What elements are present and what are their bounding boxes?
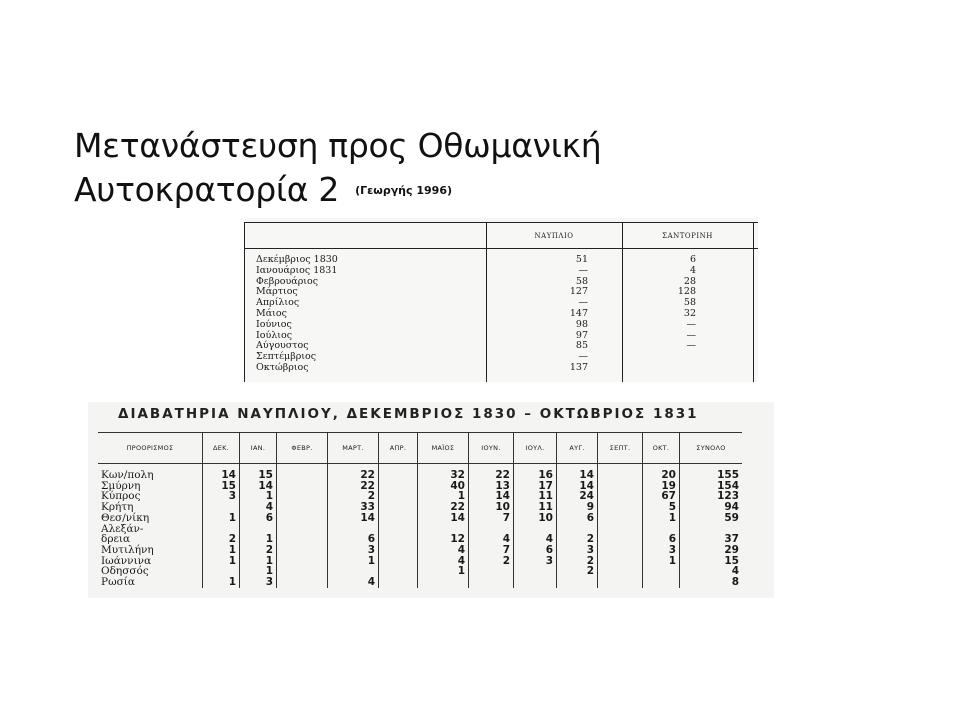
count-cell: 1 — [240, 491, 277, 502]
destination-cell: Ιωάννινα — [98, 556, 203, 567]
count-cell: 94 — [724, 501, 739, 514]
destination-cell: Ρωσία — [98, 577, 203, 588]
table-row — [98, 566, 742, 577]
count-cell — [277, 556, 328, 567]
count-cell: 9 — [557, 502, 598, 513]
slide-title — [74, 124, 874, 213]
table-1-month-cell: Ιούλιος — [256, 329, 293, 341]
table-1-month-cell: Σεπτέμβριος — [256, 351, 317, 363]
count-cell: 67 — [643, 491, 680, 502]
table-1-santorini-cell: 6 — [689, 254, 696, 265]
table-1-row — [244, 341, 758, 352]
count-cell: 4 — [418, 556, 469, 567]
count-cell: 14 — [240, 481, 277, 492]
count-cell: 14 — [469, 491, 514, 502]
table-1-month-cell: Φεβρουάριος — [256, 275, 319, 287]
count-cell: 1 — [203, 556, 240, 567]
count-cell — [277, 534, 328, 545]
count-cell — [277, 524, 328, 535]
count-cell: 3 — [328, 545, 379, 556]
count-cell — [598, 577, 643, 588]
count-cell: 155 — [717, 469, 739, 481]
table-1-month-cell: Απρίλιος — [256, 297, 300, 309]
count-cell: 40 — [418, 481, 469, 492]
count-cell — [379, 534, 418, 545]
table-row — [98, 556, 742, 567]
table-1-nafplio-cell: — — [578, 297, 588, 309]
table-1-month-cell: Ιούνιος — [256, 318, 292, 330]
count-cell — [598, 524, 643, 535]
table-1-month-cell: Οκτώβριος — [256, 361, 309, 373]
count-cell: 14 — [203, 464, 240, 481]
table-1-month-cell: Αύγουστος — [256, 340, 309, 352]
table-1-body — [244, 255, 758, 374]
destination-cell: Κρήτη — [98, 502, 203, 513]
count-cell — [598, 545, 643, 556]
title-line-1: Μετανάστευση προς Οθωμανική — [74, 126, 602, 165]
count-cell: 19 — [643, 481, 680, 492]
count-cell — [514, 566, 557, 577]
count-cell: 1 — [328, 556, 379, 567]
count-cell: 20 — [643, 464, 680, 481]
table-1-header-rule — [244, 248, 758, 249]
count-cell: 6 — [328, 534, 379, 545]
table-2-column-header: ΔΕΚ. — [203, 433, 240, 464]
count-cell — [598, 491, 643, 502]
count-cell: 1 — [418, 566, 469, 577]
count-cell: 4 — [731, 565, 739, 578]
scanned-table-passports — [88, 402, 774, 598]
count-cell — [379, 545, 418, 556]
count-cell: 5 — [643, 502, 680, 513]
count-cell: 1 — [643, 556, 680, 567]
count-cell — [598, 534, 643, 545]
count-cell: 2 — [557, 534, 598, 545]
count-cell: 6 — [240, 513, 277, 524]
table-1-row — [244, 320, 758, 331]
count-cell — [598, 464, 643, 481]
table-row — [98, 577, 742, 588]
count-cell: 13 — [469, 481, 514, 492]
table-1-row — [244, 287, 758, 298]
count-cell — [379, 464, 418, 481]
count-cell — [598, 481, 643, 492]
count-cell: 4 — [240, 502, 277, 513]
destination-cell: Κων/πολη — [98, 464, 203, 481]
table-2-column-header: ΦΕΒΡ. — [277, 433, 328, 464]
count-cell: 14 — [328, 513, 379, 524]
table-2-column-header: ΣΕΠΤ. — [598, 433, 643, 464]
table-2-column-header: ΙΟΥΝ. — [469, 433, 514, 464]
table-row — [98, 545, 742, 556]
table-2 — [98, 432, 742, 588]
count-cell — [379, 491, 418, 502]
count-cell: 4 — [514, 534, 557, 545]
citation: (Γεωργής 1996) — [355, 184, 453, 197]
count-cell — [469, 577, 514, 588]
count-cell — [514, 577, 557, 588]
destination-cell: Θεσ/νίκη — [98, 513, 203, 524]
count-cell: 1 — [643, 513, 680, 524]
table-row — [98, 513, 742, 524]
table-1-nafplio-cell: 98 — [575, 318, 588, 330]
table-1-nafplio-cell: 58 — [575, 275, 588, 287]
count-cell: 4 — [418, 545, 469, 556]
count-cell: 15 — [203, 481, 240, 492]
table-1-santorini-cell: 32 — [683, 307, 696, 319]
count-cell — [277, 491, 328, 502]
count-cell: 6 — [514, 545, 557, 556]
count-cell: 10 — [514, 513, 557, 524]
table-1-month-cell: Μάρτιος — [256, 286, 298, 298]
table-1-row — [244, 309, 758, 320]
count-cell: 4 — [469, 534, 514, 545]
table-1-nafplio-cell: 51 — [575, 254, 588, 265]
table-1-santorini-cell: — — [686, 318, 696, 330]
table-1-row — [244, 298, 758, 309]
count-cell — [379, 524, 418, 535]
destination-cell: Σμύρνη — [98, 481, 203, 492]
table-1-nafplio-cell: 147 — [569, 307, 588, 319]
destination-cell: Μυτιλήνη — [98, 545, 203, 556]
count-cell — [598, 566, 643, 577]
table-1-row — [244, 266, 758, 277]
count-cell: 1 — [240, 556, 277, 567]
table-1-santorini-cell: — — [686, 340, 696, 352]
count-cell: 8 — [731, 576, 739, 589]
count-cell: 22 — [328, 481, 379, 492]
count-cell — [277, 464, 328, 481]
title-line-2-text: Αυτοκρατορία 2 — [74, 170, 340, 209]
count-cell: 2 — [469, 556, 514, 567]
count-cell: 11 — [514, 502, 557, 513]
count-cell — [598, 556, 643, 567]
count-cell — [379, 513, 418, 524]
count-cell: 14 — [557, 464, 598, 481]
count-cell — [598, 513, 643, 524]
table-row — [98, 491, 742, 502]
table-1-nafplio-cell: — — [578, 264, 588, 276]
scanned-table-nafplio-santorini — [244, 218, 758, 382]
count-cell: 14 — [557, 481, 598, 492]
table-1 — [244, 218, 758, 382]
count-cell — [379, 481, 418, 492]
count-cell: 29 — [724, 543, 739, 556]
count-cell: 11 — [514, 491, 557, 502]
count-cell: 1 — [240, 534, 277, 545]
count-cell: 15 — [240, 464, 277, 481]
destination-cell: Οδησσός — [98, 566, 203, 577]
table-2-title: ΔΙΑΒΑΤΗΡΙΑ ΝΑΥΠΛΙΟΥ, ΔΕΚΕΜΒΡΙΟΣ 1830 – ΟΚΤΩΒΡΙΟΣ 1831 — [118, 406, 699, 422]
count-cell — [643, 566, 680, 577]
count-cell: 12 — [418, 534, 469, 545]
count-cell: 6 — [557, 513, 598, 524]
table-1-header-nafplio: ΝΑΥΠΛΙΟ — [534, 232, 574, 240]
title-line-2 — [74, 168, 874, 213]
count-cell: 1 — [203, 545, 240, 556]
count-cell: 6 — [643, 534, 680, 545]
table-row — [98, 481, 742, 492]
count-cell: 1 — [240, 566, 277, 577]
count-cell: 1 — [203, 513, 240, 524]
count-cell: 7 — [469, 513, 514, 524]
table-1-nafplio-cell: 127 — [569, 286, 588, 298]
count-cell: 22 — [469, 464, 514, 481]
destination-cell: Κύπρος — [98, 491, 203, 502]
destination-cell: Αλεξάν- — [98, 524, 203, 535]
count-cell: 17 — [514, 481, 557, 492]
count-cell — [418, 577, 469, 588]
table-2-column-header: ΟΚΤ. — [643, 433, 680, 464]
count-cell: 10 — [469, 502, 514, 513]
table-1-month-cell: Δεκέμβριος 1830 — [256, 254, 338, 265]
table-1-nafplio-cell: 85 — [575, 340, 588, 352]
count-cell — [277, 513, 328, 524]
count-cell: 7 — [469, 545, 514, 556]
count-cell — [379, 556, 418, 567]
table-1-month-cell: Ιανουάριος 1831 — [256, 264, 338, 276]
count-cell: 33 — [328, 502, 379, 513]
count-cell — [557, 577, 598, 588]
table-2-column-header: ΣΥΝΟΛΟ — [680, 433, 743, 464]
table-1-month-cell: Μάιος — [256, 307, 287, 319]
table-2-header-row — [98, 433, 742, 464]
count-cell: 3 — [557, 545, 598, 556]
table-row — [98, 464, 742, 481]
table-1-santorini-cell: 4 — [689, 264, 696, 276]
count-cell — [379, 577, 418, 588]
table-2-column-header: ΜΑΪΟΣ — [418, 433, 469, 464]
table-1-nafplio-cell: 137 — [569, 361, 588, 373]
table-1-row — [244, 352, 758, 363]
count-cell: 3 — [514, 556, 557, 567]
count-cell: 32 — [418, 464, 469, 481]
count-cell — [379, 502, 418, 513]
count-cell: 3 — [240, 577, 277, 588]
count-cell: 3 — [203, 491, 240, 502]
table-2-body — [98, 464, 742, 588]
table-2-column-header: ΠΡΟΟΡΙΣΜΟΣ — [98, 433, 203, 464]
table-1-row — [244, 331, 758, 342]
table-2-column-header: ΜΑΡΤ. — [328, 433, 379, 464]
table-1-santorini-cell: — — [686, 329, 696, 341]
destination-cell: δρεια — [98, 534, 203, 545]
count-cell — [277, 481, 328, 492]
count-cell: 59 — [724, 511, 739, 524]
count-cell — [469, 566, 514, 577]
count-cell: 24 — [557, 491, 598, 502]
count-cell: 154 — [717, 479, 739, 492]
count-cell — [379, 566, 418, 577]
count-cell: 15 — [724, 554, 739, 567]
table-2-column-header: ΑΥΓ. — [557, 433, 598, 464]
count-cell — [277, 566, 328, 577]
count-cell — [643, 577, 680, 588]
table-1-top-rule — [244, 222, 758, 223]
count-cell: 1 — [203, 577, 240, 588]
table-1-nafplio-cell: 97 — [575, 329, 588, 341]
table-1-nafplio-cell: — — [578, 351, 588, 363]
count-cell: 37 — [724, 533, 739, 546]
table-1-header-santorini: ΣΑΝΤΟΡΙΝΗ — [662, 232, 713, 240]
table-1-santorini-cell: 58 — [683, 297, 696, 309]
count-cell — [277, 502, 328, 513]
table-1-santorini-cell: 28 — [683, 275, 696, 287]
table-1-row — [244, 363, 758, 374]
table-2-column-header: ΑΠΡ. — [379, 433, 418, 464]
count-cell: 4 — [328, 577, 379, 588]
count-cell — [277, 545, 328, 556]
count-cell: 14 — [418, 513, 469, 524]
table-2-column-header: ΙΟΥΛ. — [514, 433, 557, 464]
count-cell — [277, 577, 328, 588]
count-cell: 16 — [514, 464, 557, 481]
table-1-santorini-cell: 128 — [677, 286, 696, 298]
count-cell: 2 — [328, 491, 379, 502]
count-cell: 1 — [418, 491, 469, 502]
count-cell: 2 — [557, 556, 598, 567]
table-2-column-header: ΙΑΝ. — [240, 433, 277, 464]
table-row — [98, 534, 742, 545]
table-row — [98, 524, 742, 535]
count-cell: 123 — [717, 490, 739, 503]
count-cell: 22 — [418, 502, 469, 513]
table-row — [98, 502, 742, 513]
count-cell: 3 — [643, 545, 680, 556]
count-cell — [598, 502, 643, 513]
count-cell: 2 — [203, 534, 240, 545]
count-cell: 2 — [557, 566, 598, 577]
count-cell: 22 — [328, 464, 379, 481]
count-cell: 2 — [240, 545, 277, 556]
